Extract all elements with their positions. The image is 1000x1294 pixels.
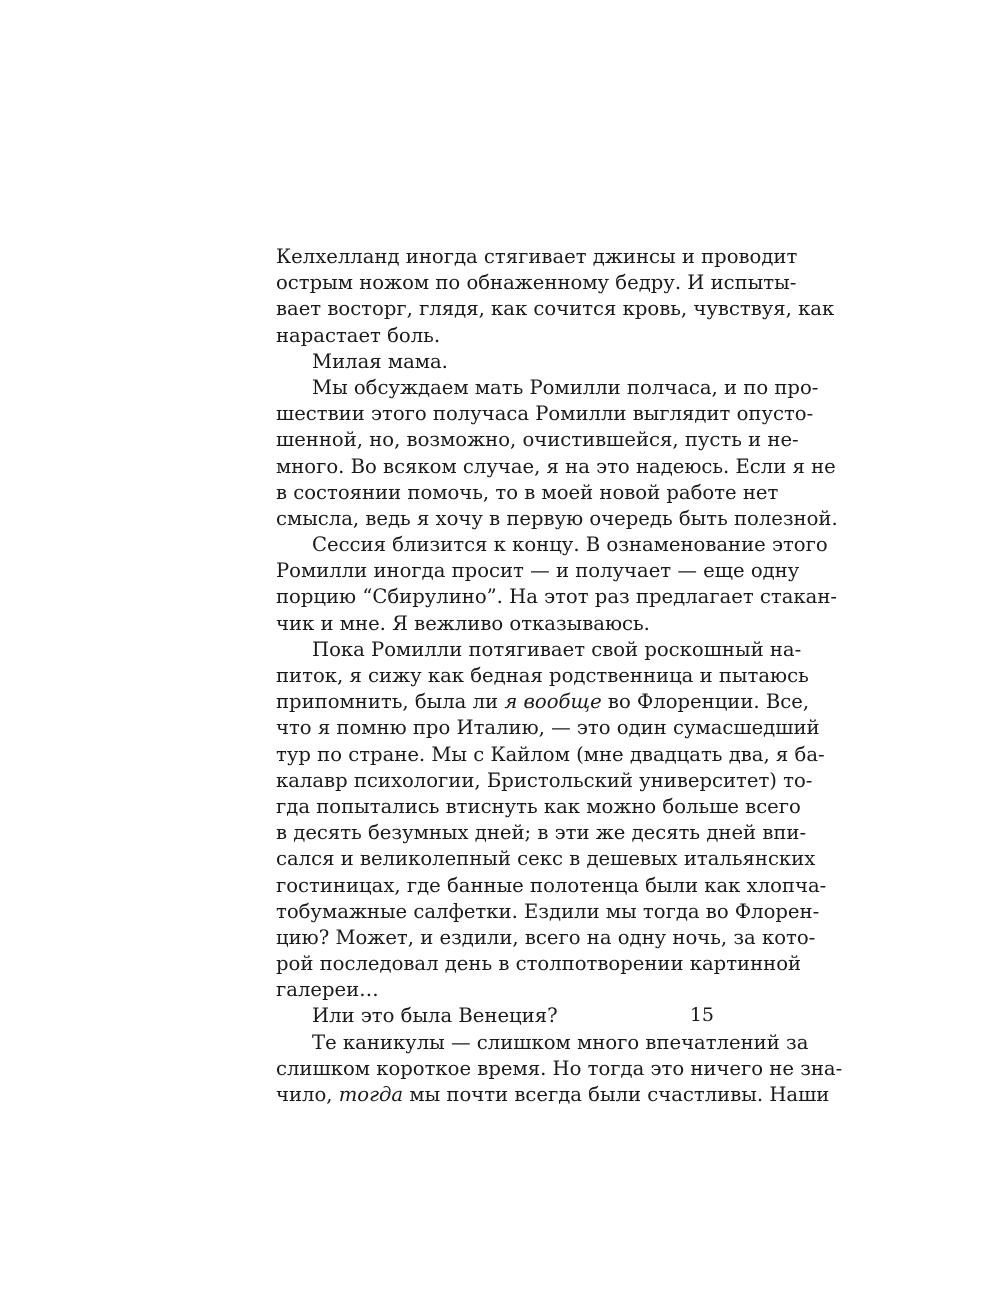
text-line [276,454,836,480]
text-line [276,323,714,349]
text-segment: гостиницах, где банные полотенца были как хлопча- [276,873,827,897]
text-line [276,663,809,689]
text-segment: в состоянии помочь, то в моей новой работе нет [276,480,779,504]
text-line [276,977,714,1003]
text-line [276,427,799,453]
text-segment: порцию “Сбирулино”. На этот раз предлагает стакан- [276,585,838,609]
text-segment: припомнить, была ли [276,690,505,714]
text-segment: Сессия близится к концу. В ознаменование этого [312,533,828,557]
text-line [276,244,798,270]
text-segment: тур по стране. Мы с Кайлом (мне двадцать два, я ба- [276,742,825,766]
text-line [276,951,802,977]
text-line [276,1030,809,1056]
text-segment: галереи… [276,978,379,1002]
text-segment: Ромилли иногда просит — и получает — еще одну [276,559,800,583]
text-line [276,715,820,741]
text-line [276,349,714,375]
text-line [276,1082,830,1108]
text-segment: вает восторг, глядя, как сочится кровь, чувствуя, как [276,297,835,321]
text-segment: нарастает боль. [276,323,441,347]
text-segment: Келхелланд иногда стягивает джинсы и проводит [276,245,798,268]
text-segment: слишком короткое время. Но тогда это ничего не зна- [276,1056,843,1080]
text-line [276,611,714,637]
text-segment: калавр психологии, Бристольский университет) то- [276,768,813,792]
text-line [276,375,819,401]
text-line [276,689,810,715]
text-segment: мы почти всегда были счастливы. Наши [403,1083,830,1106]
text-segment: острым ножом по обнаженному бедру. И испыты- [276,271,797,295]
text-segment: чило, [276,1083,339,1106]
text-segment: во Флоренции. Все, [601,690,810,714]
text-segment: в десять безумных дней; в эти же десять дней впи- [276,821,807,845]
page-number: 15 [689,1004,714,1026]
text-segment: Милая мама. [312,349,448,373]
text-line [276,270,797,296]
text-line [276,1003,714,1029]
text-segment: много. Во всяком случае, я на это надеюсь. Если я не [276,454,836,478]
text-line [276,768,813,794]
text-line [276,820,807,846]
text-line [276,532,828,558]
body-text [276,244,843,1108]
text-segment: Пока Ромилли потягивает свой роскошный на- [312,637,802,661]
text-segment: Мы обсуждаем мать Ромилли полчаса, и по про- [312,375,819,399]
italic-text: я вообще [504,690,602,714]
text-segment: что я помню про Италию, — это один сумасшедший [276,716,820,740]
text-line [276,401,814,427]
text-line [276,846,816,872]
text-segment: шенной, но, возможно, очистившейся, пусть и не- [276,428,799,452]
text-line [276,296,835,322]
text-segment: чик и мне. Я вежливо отказываюсь. [276,611,650,635]
text-segment: сался и великолепный секс в дешевых итальянских [276,847,816,871]
italic-text: тогда [338,1083,404,1106]
text-segment: смысла, ведь я хочу в первую очередь быть полезной. [276,506,838,530]
text-line [276,584,838,610]
text-segment: питок, я сижу как бедная родственница и пытаюсь [276,664,809,687]
text-line [276,558,800,584]
text-segment: цию? Может, и ездили, всего на одну ночь, за кото- [276,925,816,949]
text-line [276,873,827,899]
text-line [276,899,820,925]
text-line [276,925,816,951]
text-segment: Те каникулы — слишком много впечатлений за [312,1030,809,1054]
text-line [276,506,838,532]
text-segment: тобумажные салфетки. Ездили мы тогда во Флорен- [276,899,820,923]
text-line [276,637,802,663]
text-line [276,742,825,768]
text-segment: рой последовал день в столпотворении картинной [276,952,802,976]
text-line [276,1056,843,1082]
text-segment: шествии этого получаса Ромилли выглядит опусто- [276,402,814,426]
text-segment: Или это была Венеция? [312,1004,558,1028]
text-segment: гда попытались втиснуть как можно больше всего [276,794,801,818]
text-line [276,794,801,820]
text-line [276,480,779,506]
